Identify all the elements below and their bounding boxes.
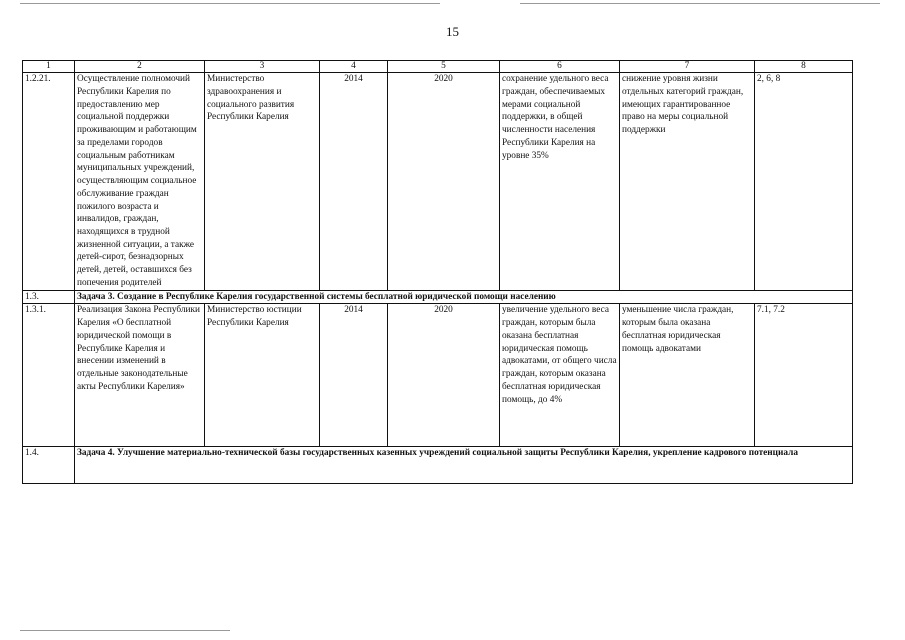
task-code: 1.4. <box>23 447 75 484</box>
task-row <box>23 447 853 484</box>
scan-edge-line-right <box>520 3 880 4</box>
task-title: Задача 3. Создание в Республике Карелия государственной системы бесплатной юридической помощи населению <box>75 290 853 304</box>
task-code: 1.3. <box>23 290 75 304</box>
column-number: 8 <box>755 61 853 73</box>
expected-result: увеличение удельного веса граждан, которым была оказана бесплатная юридическая помощь адвокатами, от общего числа граждан, которым оказана бесплатная юридическая помощь, до 4% <box>500 304 620 447</box>
scan-edge-line-left <box>20 3 440 4</box>
table-row <box>23 304 853 447</box>
program-measures-table <box>22 60 853 484</box>
start-year: 2014 <box>320 73 388 290</box>
column-number-row <box>23 61 853 73</box>
scan-edge-line-bottom <box>20 630 230 631</box>
column-number: 5 <box>388 61 500 73</box>
column-number: 7 <box>620 61 755 73</box>
start-year: 2014 <box>320 304 388 447</box>
task-row <box>23 290 853 304</box>
column-number: 1 <box>23 61 75 73</box>
measure-name: Реализация Закона Республики Карелия «О бесплатной юридической помощи в Республике Карелия и внесении изменений в отдельные законодательные акты Республики Карелия» <box>75 304 205 447</box>
related-indicators: 2, 6, 8 <box>755 73 853 290</box>
end-year: 2020 <box>388 304 500 447</box>
task-title: Задача 4. Улучшение материально-технической базы государственных казенных учреждений социальной защиты Республики Карелия, укрепление кадрового потенциала <box>75 447 853 484</box>
page-number: 15 <box>446 24 459 39</box>
column-number: 2 <box>75 61 205 73</box>
related-indicators: 7.1, 7.2 <box>755 304 853 447</box>
executor: Министерство здравоохранения и социального развития Республики Карелия <box>205 73 320 290</box>
item-code: 1.3.1. <box>23 304 75 447</box>
end-year: 2020 <box>388 73 500 290</box>
column-number: 3 <box>205 61 320 73</box>
executor: Министерство юстиции Республики Карелия <box>205 304 320 447</box>
expected-result: сохранение удельного веса граждан, обеспечиваемых мерами социальной поддержки, в общей численности населения Республики Карелия на уровне 35% <box>500 73 620 290</box>
table-row <box>23 73 853 290</box>
item-code: 1.2.21. <box>23 73 75 290</box>
non-fulfilment-consequences: уменьшение числа граждан, которым была оказана бесплатная юридическая помощь адвокатами <box>620 304 755 447</box>
measure-name: Осуществление полномочий Республики Карелия по предоставлению мер социальной поддержки проживающим и работающим за пределами городов социальным работникам муниципальных учреждений, осуществляющим социальное обслуживание граждан пожилого возраста и инвалидов, граждан, находящихся в трудной жизненной ситуации, а также детей-сирот, безнадзорных детей, детей, оставшихся без попечения родителей <box>75 73 205 290</box>
column-number: 6 <box>500 61 620 73</box>
column-number: 4 <box>320 61 388 73</box>
non-fulfilment-consequences: снижение уровня жизни отдельных категорий граждан, имеющих гарантированное право на меры социальной поддержки <box>620 73 755 290</box>
